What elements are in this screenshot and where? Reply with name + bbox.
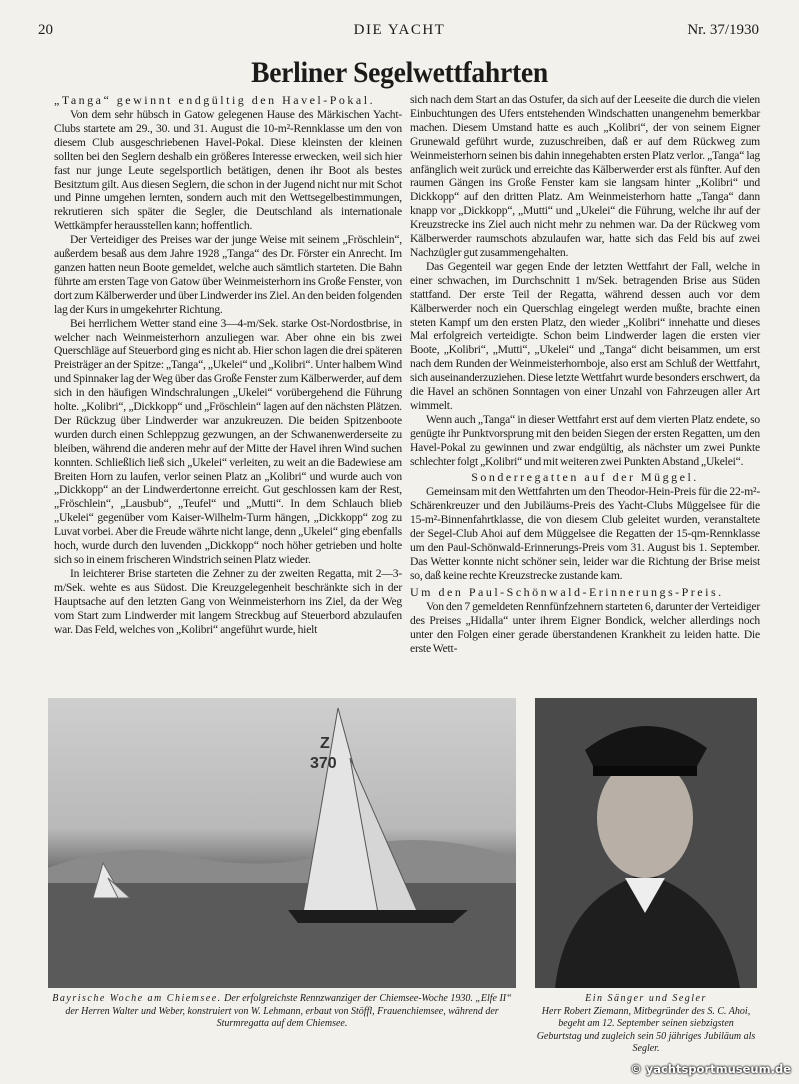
svg-text:370: 370 [310, 755, 337, 772]
paragraph: Bei herrlichem Wetter stand eine 3—4-m/Sek. starke Ost-Nordostbrise, in welcher nach Weinmeisterhorn anzuliegen war. Aber ohne ein bis zwei Querschläge auf Steuerbord ging es nicht ab. Hier schon lagen die drei späteren Preisträger an der Spitze: „Tanga“, „Ukelei“ und „Kolibri“. Unter halbem Wind und Spinnaker lag der Weg über das Große Fenster zum Kälberwerder, auf dem sich in den häufigen Windschralungen „Ukelei“ vorübergehend die Führung holte. „Kolibri“, „Dickkopp“ und „Fröschlein“ lagen auf den nächsten Plätzen. Der Rückzug über Lindwerder war anzukreuzen. Die beiden Spitzenboote wurden durch einen Schleppzug gezwungen, an der Schwanenwerderseite zu bleiben, während die anderen mehr auf der Mitte der Havel ihren Wind suchen konnten. Schließlich ließ sich „Ukelei“ verleiten, zu weit an die Badewiese am Breiten Horn zu laufen, verlor seinen Platz an „Kolibri“ und wurde auch von „Dickkopp“ an der Lindwerdertonne erreicht. Gut geschlossen kam der Rest, „Fröschlein“, „Lausbub“, „Teufel“ und „Mutti“. In dem Schlauch blieb „Ukelei“ gegenüber vom Kaiser-Wilhelm-Turm hängen, „Dickkopp“ zog zu Luvat vorbei. Aber die Freude währte nicht lange, denn „Ukelei“ ging ebenfalls hoch, wurde durch den luvenden „Dickkopp“ noch höher getrieben und holte sich so in einem frischeren Windstrich seinen Platz wieder. [54, 316, 402, 566]
watermark: © yachtsportmuseum.de [630, 1062, 791, 1076]
caption-title: Bayrische Woche am Chiemsee. [52, 993, 222, 1004]
photo-caption-left [48, 993, 516, 1031]
paragraph: In leichterer Brise starteten die Zehner zu der zweiten Regatta, mit 2—3-m/Sek. wehte es aus Südost. Die Kreuzgelegenheit beschränkte sich in der Hauptsache auf den letzten Gang von Weinmeisterhorn ins Ziel, da der Weg vom Start zum Lindwerder mit langem Streckbug auf Steuerbord abzulaufen war. Das Feld, welches von „Kolibri“ angeführt wurde, hielt [54, 566, 402, 636]
article-title: Berliner Segelwettfahrten [251, 56, 548, 89]
caption-title: Ein Sänger und Segler [585, 993, 707, 1004]
paragraph: Wenn auch „Tanga“ in dieser Wettfahrt erst auf dem vierten Platz endete, so genügte ihr Punktvorsprung mit den beiden Siegen der ersten Regatten, um den Havel-Pokal zu gewinnen und zwar endgültig, als nächster um zwei Punkte schlechter folgt „Kolibri“ und mit weiteren zwei Punkten Abstand „Ukelei“. [410, 412, 760, 468]
section-heading: Um den Paul-Schönwald-Erinnerungs-Preis. [410, 584, 724, 599]
issue-number: Nr. 37/1930 [687, 22, 759, 38]
sail-number: Z [320, 735, 330, 752]
magazine-name: DIE YACHT [353, 22, 446, 38]
left-column [54, 93, 402, 636]
sailboat-photo [48, 698, 516, 988]
paragraph: sich nach dem Start an das Ostufer, da sich auf der Leeseite die durch die vielen Einbuchtungen des Ufers entstehenden Windschatten unangenehm bemerkbar machen. Diesem Umstand hatte es auch „Kolibri“, der von seinem Eigner Grunewald geführt wurde, zuzuschreiben, daß er auf dem Rückweg zum Weinmeisterhorn seinen bis dahin innegehabten ersten Platz verlor. „Tanga“ lag anfänglich weit zurück und erreichte das Kälberwerder erst als fünfter. Auf den raumen Gängen ins Große Fenster kam sie langsam hinter „Kolibri“ und Dickkopp“ auf den dritten Platz. Am Weinmeisterhorn hatte „Tanga“ dann knapp vor „Dickkopp“, „Mutti“ und „Ukelei“ die Führung, welche ihr auf der Kreuzstrecke ins Ziel auch nicht mehr zu nehmen war. Da der Rückweg vom Kälberwerder raumschots abzulaufen war, hatte sich das Feld bis auf zwei Nachzügler gut zusammengehalten. [410, 93, 760, 259]
paragraph: Gemeinsam mit den Wettfahrten um den Theodor-Hein-Preis für die 22-m²-Schärenkreuzer und den Jubiläums-Preis des Yacht-Clubs Müggelsee für die 15-m²-Binnenfahrtklasse, die von diesem Club geleitet wurden, veranstaltete der Segel-Club Ahoi auf dem Müggelsee die Regatten der 15-qm-Rennklasse um den Paul-Schönwald-Erinnerungs-Preis vom 31. August bis 1. September. Das Wetter konnte nicht schöner sein, leider war die Richtung der Brise meist so, daß keine rechte Kreuzstrecke zustande kam. [410, 485, 760, 582]
right-column [410, 93, 760, 655]
paragraph: Von dem sehr hübsch in Gatow gelegenen Hause des Märkischen Yacht-Clubs startete am 29., 30. und 31. August die 10-m²-Rennklasse um den von diesem Club ausgeschriebenen Havel-Pokal. Diese kleinsten der kleinen sollten bei den Seglern deshalb ein größeres Interesse erwecken, weil sich hier fast nur junge Leute segelsportlich betätigen, denen ihr Boot als bestes Besitztum gilt. Aus diesen Seglern, die schon in der Jugend nicht nur mit Schot und Pinne umgehen lernten, sondern auch mit den Wettsegelbestimmungen, rekrutieren sich später die Segler, die Deutschland als internationale Wettkämpfer herausstellen kann; hoffentlich. [54, 108, 402, 233]
caption-text: Herr Robert Ziemann, Mitbegründer des S. C. Ahoi, begeht am 12. September seinen siebzigsten Geburtstag und zugleich sein 50 jähriges Jubiläum als Segler. [536, 1005, 756, 1054]
paragraph: Das Gegenteil war gegen Ende der letzten Wettfahrt der Fall, welche in einer schwachen, im Durchschnitt 1 m/Sek. betragenden Brise aus Süden stattfand. Der erste Teil der Regatta, während dessen auch vor dem Kälberwerder noch ein Querschlag eingelegt werden mußte, brachte einen steten Kampf um den ersten Platz, den wieder „Kolibri“ innehatte und dieses Mal erfolgreich verteidigte. Schon beim Lindwerder lagen die ersten vier Boote, „Kolibri“, „Mutti“, „Ukelei“ und „Tanga“ dicht beisammen, um erst nach dem Runden der Weinmeisterhornboje, also erst am Schluß der Wettfahrt, sich auseinanderzuziehen. Diese letzte Wettfahrt wurde besonders erschwert, da die Havel an schönen Sonntagen von einer Unzahl von Fahrzeugen aller Art wimmelt. [410, 259, 760, 412]
caption-text: Der erfolgreichste Rennzwanziger der Chiemsee-Woche 1930. „Elfe II“ der Herren Walter und Weber, konstruiert von W. Lehmann, erbaut von Stöffl, Frauenchiemsee, während der Sturmregatta auf dem Chiemsee. [65, 993, 512, 1029]
page-number: 20 [38, 22, 53, 38]
section-heading: „Tanga“ gewinnt endgültig den Havel-Pokal. [54, 93, 376, 107]
section-heading: Sonderregatten auf der Müggel. [471, 470, 699, 485]
photo-caption-right [535, 993, 757, 1056]
portrait-photo [535, 698, 757, 988]
paragraph: Der Verteidiger des Preises war der junge Weise mit seinem „Fröschlein“, außerdem besaß aus dem Jahre 1928 „Tanga“ des Dr. Förster ein Anrecht. Im ganzen hatten neun Boote gemeldet, welche auch sämtlich starteten. Die Bahn führte am ersten Tage von Gatow über Weinmeisterhorn ins Große Fenster, von dort zum Kälberwerder und über Lindwerder ins Ziel. An den beiden folgenden lag der Kurs in umgekehrter Richtung. [54, 233, 402, 316]
paragraph: Von den 7 gemeldeten Rennfünfzehnern starteten 6, darunter der Verteidiger des Preises „Hidalla“ unter ihrem Eigner Bondick, welcher allerdings noch unter den Folgen einer gerade überstandenen Krankheit zu leiden hatte. Die erste Wett- [410, 599, 760, 655]
